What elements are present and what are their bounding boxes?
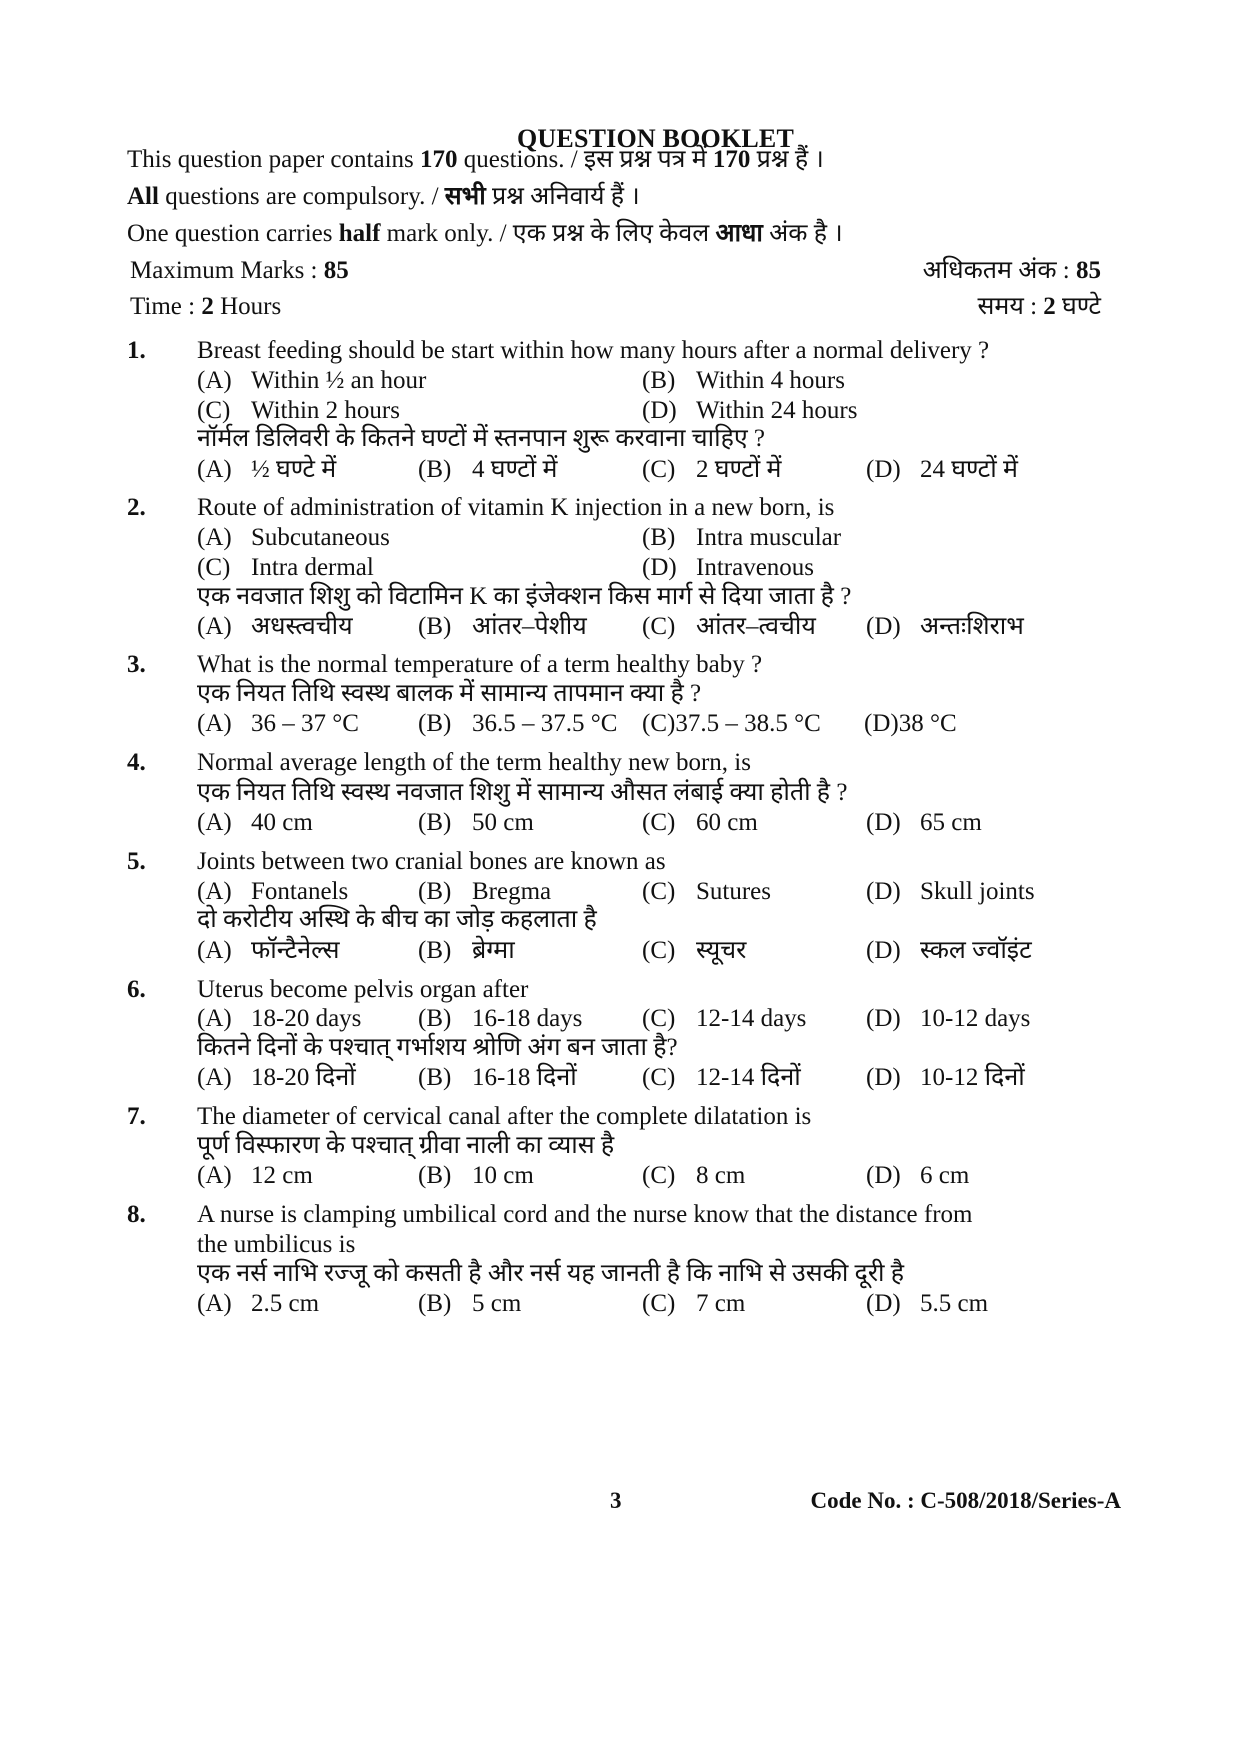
question-number: 2. bbox=[127, 494, 146, 521]
option-c bbox=[197, 396, 400, 426]
option-d-hi bbox=[866, 1063, 1025, 1093]
question-text: Uterus become pelvis organ after bbox=[197, 976, 529, 1003]
option-label: (D) bbox=[866, 1005, 901, 1032]
question-number: 5. bbox=[127, 848, 146, 875]
option-text: Subcutaneous bbox=[251, 524, 390, 551]
option-label: (D) bbox=[866, 1290, 901, 1317]
option-label: (D) bbox=[866, 809, 901, 836]
text: One question carries bbox=[127, 220, 339, 247]
option-d bbox=[864, 709, 957, 739]
value: 85 bbox=[323, 257, 349, 284]
option-label: (C) bbox=[642, 1290, 676, 1317]
option-d bbox=[866, 808, 982, 838]
option-label: (B) bbox=[418, 1005, 452, 1032]
option-text: 40 cm bbox=[251, 809, 313, 836]
text: This question paper contains bbox=[127, 146, 420, 173]
option-label: (C) bbox=[642, 1005, 676, 1032]
option-text: 65 cm bbox=[920, 809, 982, 836]
text: mark only. / एक प्रश्न के लिए केवल bbox=[380, 220, 716, 247]
option-text: आंतर–त्वचीय bbox=[696, 613, 816, 640]
option-text: 10 cm bbox=[472, 1162, 534, 1189]
question-number: 6. bbox=[127, 976, 146, 1003]
option-label: (C) bbox=[642, 613, 676, 640]
time-allowed-hi bbox=[977, 292, 1101, 322]
option-label: (A) bbox=[197, 710, 232, 737]
option-text: 7 cm bbox=[696, 1290, 746, 1317]
option-text: Within ½ an hour bbox=[251, 367, 427, 394]
option-text: 12 cm bbox=[251, 1162, 313, 1189]
option-label: (D) bbox=[866, 1064, 901, 1091]
option-label: (A) bbox=[197, 613, 232, 640]
option-text: Fontanels bbox=[251, 878, 349, 905]
option-text: अन्तःशिराभ bbox=[920, 613, 1024, 640]
question-text: Normal average length of the term healthy new born, is bbox=[197, 749, 751, 776]
option-text: Intravenous bbox=[696, 554, 815, 581]
option-b bbox=[418, 1289, 521, 1319]
option-text: 5 cm bbox=[472, 1290, 522, 1317]
label: Maximum Marks : bbox=[130, 257, 324, 284]
option-label: (B) bbox=[418, 878, 452, 905]
maximum-marks-hi bbox=[923, 256, 1101, 286]
option-text: 36.5 – 37.5 °C bbox=[472, 710, 618, 737]
option-text: फॉन्टैनेल्स bbox=[251, 937, 340, 964]
option-label: (A) bbox=[197, 456, 232, 483]
value: 2 bbox=[201, 293, 214, 320]
option-text: Intra muscular bbox=[696, 524, 842, 551]
option-text: 60 cm bbox=[696, 809, 758, 836]
text: प्रश्न अनिवार्य हैं । bbox=[485, 183, 640, 210]
page-number: 3 bbox=[610, 1488, 622, 1513]
option-a bbox=[197, 366, 426, 396]
option-label: (A) bbox=[197, 809, 232, 836]
option-a-hi bbox=[197, 1063, 356, 1093]
question-text: Breast feeding should be start within how many hours after a normal delivery ? bbox=[197, 337, 990, 364]
option-label: (D) bbox=[866, 937, 901, 964]
option-text: Within 4 hours bbox=[696, 367, 845, 394]
option-d bbox=[642, 396, 858, 426]
option-c bbox=[642, 709, 821, 739]
question-text-continued: the umbilicus is bbox=[197, 1231, 356, 1258]
option-d bbox=[866, 1004, 1030, 1034]
option-label: (A) bbox=[197, 937, 232, 964]
option-label: (C) bbox=[642, 456, 676, 483]
question-text-hi: नॉर्मल डिलिवरी के कितने घण्टों में स्तनपान शुरू करवाना चाहिए ? bbox=[197, 425, 766, 452]
option-c-hi bbox=[642, 612, 816, 642]
question-text: Route of administration of vitamin K injection in a new born, is bbox=[197, 494, 835, 521]
option-b bbox=[418, 1004, 582, 1034]
question-number: 3. bbox=[127, 651, 146, 678]
option-text: अधस्त्वचीय bbox=[251, 613, 353, 640]
option-d bbox=[866, 1289, 988, 1319]
option-d-hi bbox=[866, 612, 1024, 642]
label: Time : bbox=[130, 293, 202, 320]
option-label: (B) bbox=[418, 809, 452, 836]
option-label: (B) bbox=[418, 937, 452, 964]
option-label: (A) bbox=[197, 1005, 232, 1032]
option-b-hi bbox=[418, 1063, 577, 1093]
question-text-hi: एक नर्स नाभि रज्जू को कसती है और नर्स यह जानती है कि नाभि से उसकी दूरी है bbox=[197, 1260, 905, 1287]
option-text: 24 घण्टों में bbox=[920, 456, 1018, 483]
option-label: (D) bbox=[642, 554, 677, 581]
option-text: 4 घण्टों में bbox=[472, 456, 558, 483]
option-label: (A) bbox=[197, 878, 232, 905]
option-label: (C) bbox=[642, 1162, 676, 1189]
label: अधिकतम अंक : bbox=[922, 257, 1076, 284]
option-text: 16-18 days bbox=[472, 1005, 583, 1032]
option-a-hi bbox=[197, 936, 340, 966]
option-label: (C) bbox=[642, 1064, 676, 1091]
option-text: 16-18 दिनों bbox=[472, 1064, 577, 1091]
option-d bbox=[866, 877, 1035, 907]
option-label: (D) bbox=[866, 613, 901, 640]
code-number: Code No. : C-508/2018/Series-A bbox=[810, 1488, 1121, 1513]
unit: घण्टे bbox=[1055, 293, 1101, 320]
option-label: (D) bbox=[866, 1162, 901, 1189]
option-label: (D) bbox=[642, 397, 677, 424]
option-text: 18-20 days bbox=[251, 1005, 362, 1032]
option-label: (C) bbox=[642, 710, 676, 737]
option-b bbox=[418, 709, 617, 739]
option-a bbox=[197, 808, 313, 838]
question-number: 4. bbox=[127, 749, 146, 776]
maximum-marks bbox=[130, 256, 349, 286]
option-text: 37.5 – 38.5 °C bbox=[675, 710, 821, 737]
option-a-hi bbox=[197, 612, 353, 642]
option-b-hi bbox=[418, 455, 557, 485]
option-label: (A) bbox=[197, 524, 232, 551]
option-text: 6 cm bbox=[920, 1162, 970, 1189]
option-label: (D) bbox=[866, 878, 901, 905]
option-label: (D) bbox=[866, 456, 901, 483]
option-c bbox=[642, 877, 771, 907]
booklet-title: QUESTION BOOKLET bbox=[517, 124, 794, 153]
all-bold-hi: सभी bbox=[444, 183, 486, 210]
option-text: 10-12 days bbox=[920, 1005, 1031, 1032]
option-text: Sutures bbox=[696, 878, 771, 905]
option-text: Skull joints bbox=[920, 878, 1035, 905]
label: समय : bbox=[977, 293, 1044, 320]
value: 2 bbox=[1043, 293, 1056, 320]
option-label: (C) bbox=[197, 554, 231, 581]
option-text: 2 घण्टों में bbox=[696, 456, 782, 483]
text: प्रश्न हैं । bbox=[750, 146, 824, 173]
half-bold-hi: आधा bbox=[715, 220, 763, 247]
option-b-hi bbox=[418, 936, 515, 966]
text: questions. / इस प्रश्न पत्र में bbox=[457, 146, 713, 173]
option-text: 8 cm bbox=[696, 1162, 746, 1189]
half-bold: half bbox=[338, 220, 381, 247]
option-c bbox=[642, 1289, 745, 1319]
option-label: (B) bbox=[418, 613, 452, 640]
option-b bbox=[642, 523, 841, 553]
option-d bbox=[866, 1161, 969, 1191]
option-text: स्यूचर bbox=[696, 937, 747, 964]
option-text: 18-20 दिनों bbox=[251, 1064, 356, 1091]
question-text: The diameter of cervical canal after the complete dilatation is bbox=[197, 1103, 812, 1130]
option-c bbox=[642, 1161, 745, 1191]
option-d-hi bbox=[866, 455, 1018, 485]
option-text: 12-14 दिनों bbox=[696, 1064, 801, 1091]
option-b bbox=[418, 877, 551, 907]
option-text: Within 2 hours bbox=[251, 397, 400, 424]
option-text: Within 24 hours bbox=[696, 397, 858, 424]
option-label: (B) bbox=[418, 456, 452, 483]
time-allowed bbox=[130, 292, 281, 322]
option-label: (A) bbox=[197, 1162, 232, 1189]
option-label: (C) bbox=[642, 809, 676, 836]
option-c-hi bbox=[642, 455, 781, 485]
option-label: (A) bbox=[197, 1064, 232, 1091]
all-bold: All bbox=[127, 183, 159, 210]
instruction-compulsory bbox=[127, 182, 640, 212]
option-text: ब्रेग्मा bbox=[472, 937, 515, 964]
option-a bbox=[197, 877, 348, 907]
option-text: Bregma bbox=[472, 878, 552, 905]
option-text: 5.5 cm bbox=[920, 1290, 989, 1317]
option-a bbox=[197, 1004, 361, 1034]
option-c bbox=[642, 1004, 806, 1034]
question-text: A nurse is clamping umbilical cord and the nurse know that the distance from bbox=[197, 1201, 973, 1228]
question-text-hi: कितने दिनों के पश्चात् गर्भाशय श्रोणि अंग बन जाता है? bbox=[197, 1034, 678, 1061]
option-text: 2.5 cm bbox=[251, 1290, 320, 1317]
text: questions are compulsory. / bbox=[158, 183, 445, 210]
question-text-hi: एक नियत तिथि स्वस्थ बालक में सामान्य तापमान क्या है ? bbox=[197, 680, 702, 707]
option-c-hi bbox=[642, 936, 746, 966]
question-text-hi: एक नवजात शिशु को विटामिन K का इंजेक्शन किस मार्ग से दिया जाता है ? bbox=[197, 583, 852, 610]
unit: Hours bbox=[213, 293, 282, 320]
option-label: (C) bbox=[197, 397, 231, 424]
count-bold: 170 bbox=[420, 146, 458, 173]
option-c bbox=[197, 553, 374, 583]
instruction-question-count bbox=[127, 145, 824, 175]
text: अंक है । bbox=[762, 220, 843, 247]
question-text-hi: पूर्ण विस्फारण के पश्चात् ग्रीवा नाली का व्यास है bbox=[197, 1132, 615, 1159]
option-a-hi bbox=[197, 455, 336, 485]
option-b bbox=[642, 366, 845, 396]
option-label: (B) bbox=[418, 710, 452, 737]
option-text: 36 – 37 °C bbox=[251, 710, 359, 737]
option-text: 10-12 दिनों bbox=[920, 1064, 1025, 1091]
question-number: 8. bbox=[127, 1201, 146, 1228]
option-b bbox=[418, 808, 534, 838]
option-text: 12-14 days bbox=[696, 1005, 807, 1032]
count-bold-hi: 170 bbox=[712, 146, 751, 173]
option-label: (A) bbox=[197, 367, 232, 394]
question-number: 7. bbox=[127, 1103, 146, 1130]
option-label: (C) bbox=[642, 878, 676, 905]
option-text: स्कल ज्वॉइंट bbox=[920, 937, 1032, 964]
option-a bbox=[197, 1289, 319, 1319]
option-c bbox=[642, 808, 758, 838]
question-text: Joints between two cranial bones are known as bbox=[197, 848, 666, 875]
option-b-hi bbox=[418, 612, 587, 642]
option-a bbox=[197, 709, 359, 739]
option-label: (C) bbox=[642, 937, 676, 964]
option-text: Intra dermal bbox=[251, 554, 374, 581]
option-a bbox=[197, 1161, 313, 1191]
option-text: आंतर–पेशीय bbox=[472, 613, 587, 640]
question-text-hi: एक नियत तिथि स्वस्थ नवजात शिशु में सामान्य औसत लंबाई क्या होती है ? bbox=[197, 779, 848, 806]
question-text-hi: दो करोटीय अस्थि के बीच का जोड़ कहलाता है bbox=[197, 906, 597, 933]
option-text: 50 cm bbox=[472, 809, 534, 836]
question-text: What is the normal temperature of a term healthy baby ? bbox=[197, 651, 763, 678]
question-number: 1. bbox=[127, 337, 146, 364]
option-label: (D) bbox=[864, 710, 899, 737]
option-label: (A) bbox=[197, 1290, 232, 1317]
option-b bbox=[418, 1161, 534, 1191]
instruction-marking bbox=[127, 219, 843, 249]
option-label: (B) bbox=[642, 524, 676, 551]
option-d bbox=[642, 553, 814, 583]
option-label: (B) bbox=[642, 367, 676, 394]
option-label: (B) bbox=[418, 1064, 452, 1091]
option-d-hi bbox=[866, 936, 1032, 966]
option-text: 38 °C bbox=[898, 710, 957, 737]
value: 85 bbox=[1076, 257, 1101, 284]
option-a bbox=[197, 523, 390, 553]
option-text: ½ घण्टे में bbox=[251, 456, 337, 483]
option-c-hi bbox=[642, 1063, 801, 1093]
option-label: (B) bbox=[418, 1290, 452, 1317]
option-label: (B) bbox=[418, 1162, 452, 1189]
